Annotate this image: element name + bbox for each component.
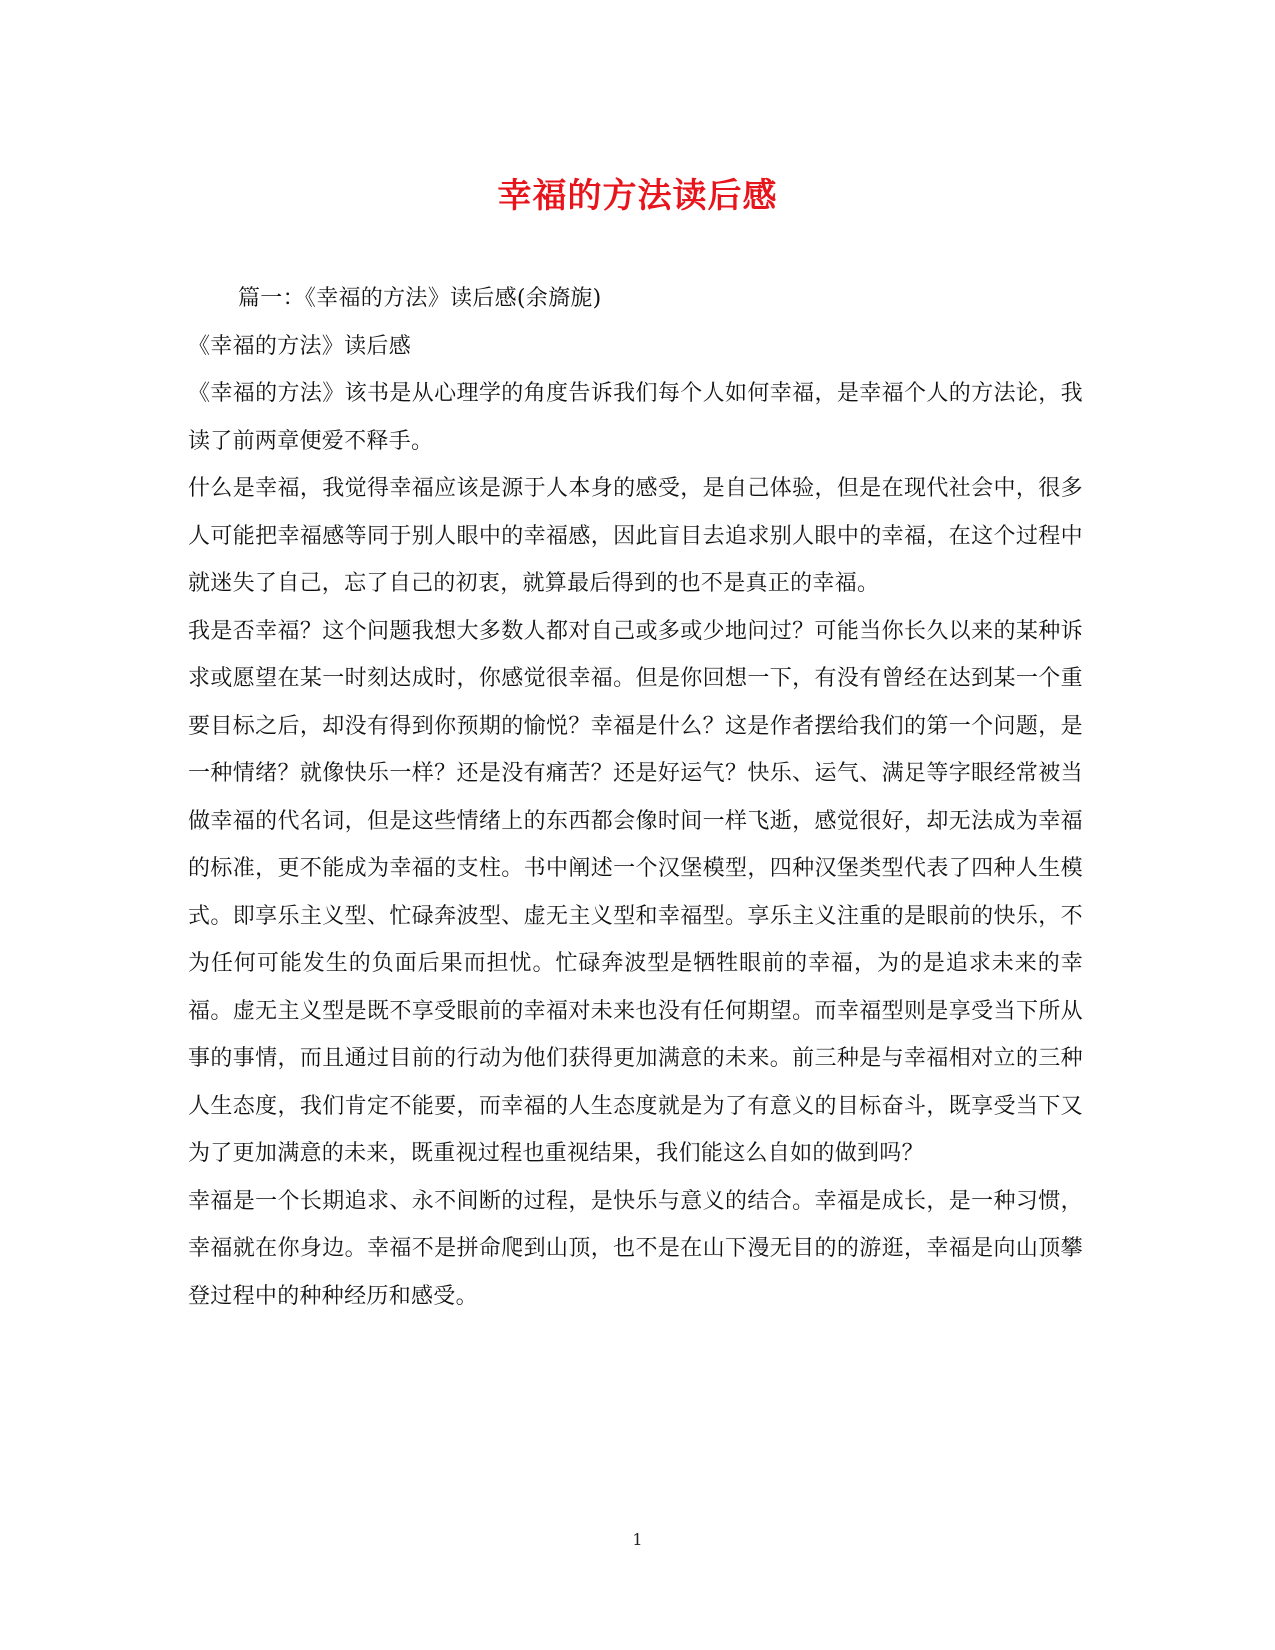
paragraph: 什么是幸福，我觉得幸福应该是源于人本身的感受，是自己体验，但是在现代社会中，很多人可能把幸福感等同于别人眼中的幸福感，因此盲目去追求别人眼中的幸福，在这个过程中就迷失了自己，忘了自己的初衷，就算最后得到的也不是真正的幸福。 (188, 476, 1083, 596)
paragraph-subtitle: 《幸福的方法》读后感 (188, 333, 412, 359)
document-title: 幸福的方法读后感 (497, 176, 778, 216)
page-number: 1 (632, 1530, 643, 1549)
paragraph: 幸福是一个长期追求、永不间断的过程，是快乐与意义的结合。幸福是成长，是一种习惯，幸福就在你身边。幸福不是拼命爬到山顶，也不是在山下漫无目的的游逛，幸福是向山顶攀登过程中的种种经历和感受。 (188, 1188, 1083, 1309)
paragraph: 我是否幸福？这个问题我想大多数人都对自己或多或少地问过？可能当你长久以来的某种诉求或愿望在某一时刻达成时，你感觉很幸福。但是你回想一下，有没有曾经在达到某一个重要目标之后，却没有得到你预期的愉悦？幸福是什么？这是作者摆给我们的第一个问题，是一种情绪？就像快乐一样？还是没有痛苦？还是好运气？快乐、运气、满足等字眼经常被当做幸福的代名词，但是这些情绪上的东西都会像时间一样飞逝，感觉很好，却无法成为幸福的标准，更不能成为幸福的支柱。书中阐述一个汉堡模型，四种汉堡类型代表了四种人生模式。即享乐主义型、忙碌奔波型、虚无主义型和幸福型。享乐主义注重的是眼前的快乐，不为任何可能发生的负面后果而担忧。忙碌奔波型是牺牲眼前的幸福，为的是追求未来的幸福。虚无主义型是既不享受眼前的幸福对未来也没有任何期望。而幸福型则是享受当下所从事的事情，而且通过目前的行动为他们获得更加满意的未来。前三种是与幸福相对立的三种人生态度，我们肯定不能要，而幸福的人生态度就是为了有意义的目标奋斗，既享受当下又为了更加满意的未来，既重视过程也重视结果，我们能这么自如的做到吗？ (188, 618, 1083, 1166)
document-body (188, 275, 1083, 1320)
paragraph: 《幸福的方法》该书是从心理学的角度告诉我们每个人如何幸福，是幸福个人的方法论，我读了前两章便爱不释手。 (188, 381, 1083, 454)
section-heading: 篇一：《幸福的方法》读后感(余旖旎) (238, 286, 602, 311)
